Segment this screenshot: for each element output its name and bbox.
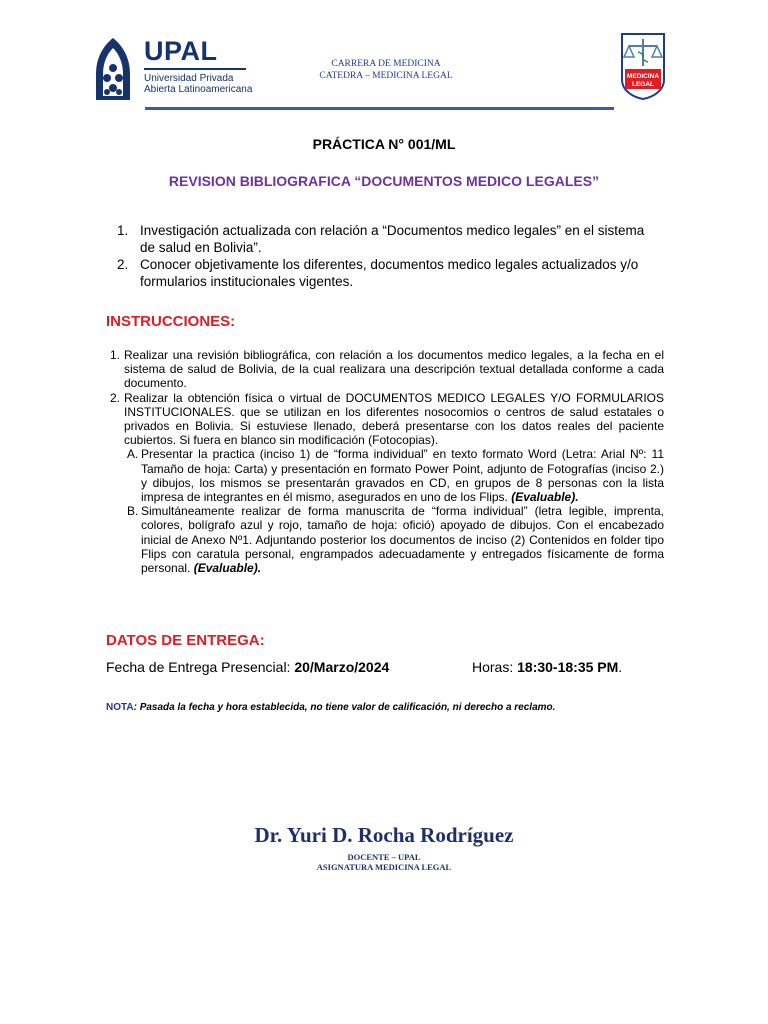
brand-name: UPAL (144, 36, 218, 66)
delivery-heading: DATOS DE ENTREGA: (106, 632, 265, 649)
instruction-sub-item (110, 447, 664, 504)
instructions-heading: INSTRUCCIONES: (106, 313, 236, 330)
instruction-number: 2. (110, 390, 121, 405)
medicina-legal-badge-icon (618, 30, 668, 100)
instruction-text: Realizar la obtención física o virtual de DOCUMENTOS MEDICO LEGALES Y/O FORMULARIOS INSTITUCIONALES. que se utilizan en los diferentes nosocomios o centros de salud estatales o privados en Bolivia. Si estuviese llenado, deberá presentarse con los datos reales del paciente cubiertos. Si fuera en blanco sin modificación (Fotocopias). (124, 390, 664, 448)
delivery-time-value: 18:30-18:35 PM (517, 659, 619, 675)
upal-shield-logo-icon (93, 36, 133, 102)
instructions-list (110, 348, 664, 575)
brand-subtitle-line-2: Abierta Latinoamericana (144, 84, 253, 95)
delivery-time (472, 659, 622, 675)
delivery-time-label: Horas: (472, 659, 518, 675)
sub-item-text: Presentar la practica (inciso 1) de “forma individual” en texto formato Word (Letra: Arial Nº: 11 Tamaño de hoja: Carta) y presentación en formato Power Point, adjunto de Fotografías (inciso 2.) y dibujos, los mismos se presentarán gravados en CD, en grupos de 8 personas con la lista impresa de integrantes en él mismo, asegurados en uno de los Flips. (141, 447, 664, 505)
instruction-number: 1. (110, 348, 121, 362)
objective-text: Conocer objetivamente los diferentes, documentos medico legales actualizados y/o formularios institucionales vigentes. (140, 257, 639, 289)
objective-item (117, 256, 662, 290)
practice-title: PRÁCTICA N° 001/ML (312, 136, 456, 152)
objective-number: 1. (117, 223, 129, 238)
badge-text-line-1: MEDICINA (626, 73, 660, 80)
note-label: NOTA (106, 702, 134, 713)
instruction-item (110, 391, 664, 448)
delivery-details (106, 659, 706, 675)
objectives-list (117, 222, 662, 290)
practice-subtitle: REVISION BIBLIOGRAFICA “DOCUMENTOS MEDICO LEGALES” (168, 173, 600, 189)
instruction-text: Realizar una revisión bibliográfica, con relación a los documentos medico legales, a la fecha en el sistema de salud de Bolivia, de la cual realizara una descripción textual detallada conforme a cada documento. (124, 348, 664, 391)
header-rule (145, 107, 614, 110)
brand-block (144, 36, 252, 95)
chair-name: CATEDRA – MEDICINA LEGAL (319, 71, 453, 81)
signature-subject: ASIGNATURA MEDICINA LEGAL (316, 862, 452, 872)
evaluable-tag: (Evaluable). (511, 490, 579, 505)
signature-role: DOCENTE – UPAL (347, 852, 421, 862)
objective-text: Investigación actualizada con relación a “Documentos medico legales” en el sistema de salud en Bolivia”. (140, 223, 645, 255)
sub-item-letter: A. (127, 447, 139, 462)
signature-details (0, 852, 768, 872)
badge-text-line-2: LEGAL (631, 81, 655, 88)
delivery-note (106, 702, 555, 713)
brand-divider (144, 68, 246, 70)
objective-item (117, 222, 662, 256)
delivery-time-suffix: . (618, 659, 623, 675)
objective-number: 2. (117, 257, 129, 272)
instruction-sub-item (110, 504, 664, 575)
signature-name: Dr. Yuri D. Rocha Rodríguez (254, 823, 514, 847)
sub-item-text: Simultáneamente realizar de forma manuscrita de “forma individual” (letra legible, imprenta, colores, bolígrafo azul y rojo, tamaño de hoja: ofició) apoyado de dibujos. Con el encabezado inicial de Anexo Nº1. Adjuntando posterior los documentos de inciso (2) Contenidos en folder tipo Flips con caratula personal, engrampados adecuadamente y entregados físicamente de forma personal. (141, 504, 664, 576)
delivery-date-label: Fecha de Entrega Presencial: (106, 659, 295, 675)
note-text: : Pasada la fecha y hora establecida, no tiene valor de calificación, ni derecho a reclamo. (133, 702, 556, 713)
evaluable-tag: (Evaluable). (193, 561, 262, 576)
brand-subtitle-line-1: Universidad Privada (144, 73, 234, 84)
sub-item-letter: B. (127, 504, 139, 519)
delivery-date-value: 20/Marzo/2024 (294, 659, 390, 675)
career-name: CARRERA DE MEDICINA (331, 59, 441, 69)
instruction-item (110, 348, 664, 391)
header-center-text (270, 58, 502, 82)
document-header (0, 0, 768, 120)
